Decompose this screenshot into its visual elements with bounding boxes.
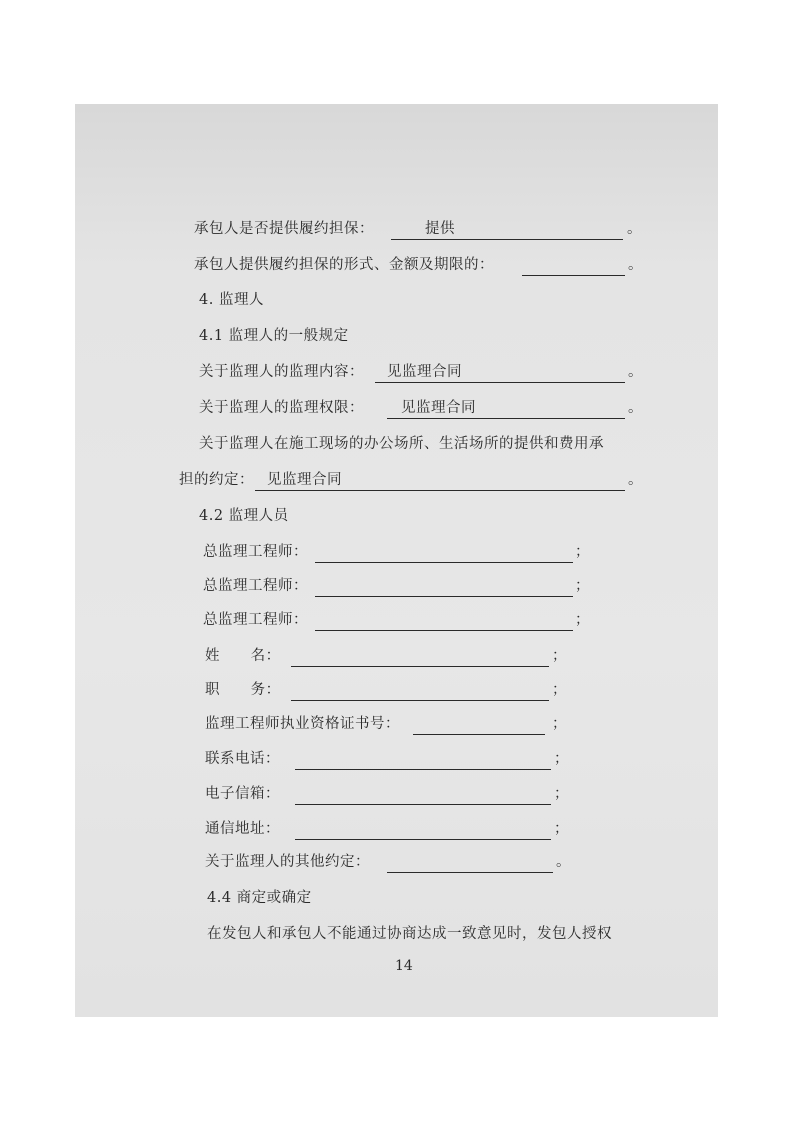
chief-engineer-field-1 <box>315 542 573 563</box>
other-agreements-label: 关于监理人的其他约定： <box>205 854 370 870</box>
certificate-number-field <box>413 714 545 735</box>
supervision-authority-field <box>387 398 625 419</box>
email-label: 电子信箱： <box>205 786 280 802</box>
supervision-authority-label: 关于监理人的监理权限： <box>199 400 364 416</box>
chief-engineer-label-2: 总监理工程师： <box>203 578 308 594</box>
position-label: 职 务： <box>205 682 281 698</box>
period: 。 <box>556 854 571 870</box>
period: 。 <box>628 472 643 488</box>
period: 。 <box>628 364 643 380</box>
email-field <box>295 784 551 805</box>
period: 。 <box>627 221 642 237</box>
office-paragraph-line-2: 担的约定： <box>179 472 254 488</box>
guarantee-form-question: 承包人提供履约担保的形式、金额及期限的： <box>194 257 494 273</box>
guarantee-value: 提供 <box>425 221 455 237</box>
chief-engineer-label-1: 总监理工程师： <box>203 544 308 560</box>
section-4-1-heading: 4.1 监理人的一般规定 <box>199 328 349 344</box>
semicolon: ； <box>554 786 569 802</box>
document-page <box>75 104 718 1017</box>
semicolon: ； <box>552 716 567 732</box>
supervision-content-field <box>375 362 625 383</box>
semicolon: ； <box>575 612 590 628</box>
section-4-2-heading: 4.2 监理人员 <box>199 508 289 524</box>
address-label: 通信地址： <box>205 821 280 837</box>
chief-engineer-field-2 <box>315 576 573 597</box>
semicolon: ； <box>552 648 567 664</box>
guarantee-value-field <box>391 219 623 240</box>
guarantee-question: 承包人是否提供履约担保： <box>194 221 374 237</box>
name-label: 姓 名： <box>205 648 281 664</box>
supervision-authority-value: 见监理合同 <box>401 400 476 416</box>
page-number: 14 <box>395 958 413 974</box>
section-4-heading: 4. 监理人 <box>199 292 264 308</box>
supervision-content-label: 关于监理人的监理内容： <box>199 364 364 380</box>
semicolon: ； <box>575 544 590 560</box>
guarantee-form-field <box>522 255 625 276</box>
office-arrangement-value: 见监理合同 <box>267 472 342 488</box>
chief-engineer-field-3 <box>315 610 573 631</box>
chief-engineer-label-3: 总监理工程师： <box>203 612 308 628</box>
period: 。 <box>628 257 643 273</box>
section-4-4-heading: 4.4 商定或确定 <box>207 890 312 906</box>
phone-field <box>295 749 551 770</box>
position-field <box>291 680 549 701</box>
semicolon: ； <box>554 821 569 837</box>
supervision-content-value: 见监理合同 <box>387 364 462 380</box>
certificate-number-label: 监理工程师执业资格证书号： <box>205 716 400 732</box>
semicolon: ； <box>552 682 567 698</box>
office-arrangement-field <box>255 470 625 491</box>
semicolon: ； <box>575 578 590 594</box>
name-field <box>291 646 549 667</box>
phone-label: 联系电话： <box>205 751 280 767</box>
other-agreements-field <box>387 852 553 873</box>
period: 。 <box>628 400 643 416</box>
negotiation-paragraph: 在发包人和承包人不能通过协商达成一致意见时，发包人授权 <box>207 926 612 942</box>
semicolon: ； <box>554 751 569 767</box>
address-field <box>295 819 551 840</box>
office-paragraph-line-1: 关于监理人在施工现场的办公场所、生活场所的提供和费用承 <box>199 436 604 452</box>
